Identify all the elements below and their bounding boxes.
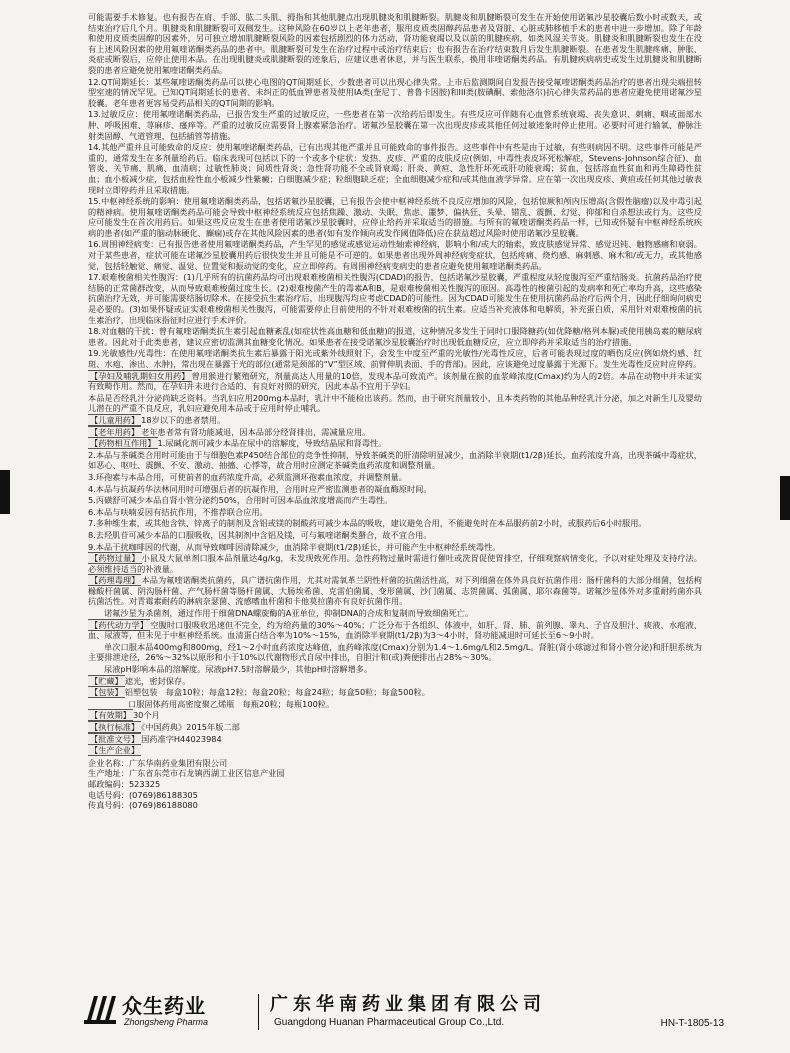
- company-row: [88, 758, 702, 769]
- standard-text: 《中国药典》2015年版二部: [141, 722, 240, 732]
- validity-text: 30个月: [132, 710, 160, 721]
- manufacturer-heading: 【生产企业】: [90, 745, 140, 756]
- package-heading: 【包装】: [90, 687, 123, 698]
- validity-section: [88, 710, 702, 721]
- warning-paragraph-neuropathy: 16.周围神经病变：已有报告患者使用氟喹诺酮类药品，产生罕见的感觉或感觉运动性轴索神经病，影响小和/或大的轴索，致皮肤感觉异常、感觉迟钝、触物感痛和衰弱。对于某些患者，症状可能在诺氟沙星胶囊用药后很快发生并且可能是不可逆的。如果患者出现外周神经病变症状，包括疼痛、烧灼感、麻刺感、麻木和/或无力，或其他感觉，包括轻触觉、痛觉、温觉、位置觉和振动觉的变化，应立即停药。有周围神经病变病史的患者应避免使用氟喹诺酮类药品。: [88, 239, 702, 271]
- footer-divider: [258, 994, 259, 1030]
- interaction-item: 1.尿碱化剂可减少本品在尿中的溶解度，导致结晶尿和肾毒性。: [157, 438, 387, 449]
- pediatric-text: 18岁以下的患者禁用。: [141, 414, 226, 425]
- registration-mark-left: [0, 470, 10, 514]
- document-code: HN-T-1805-13: [660, 1018, 724, 1029]
- company-name-cn: 广东华南药业集团有限公司: [270, 994, 546, 1015]
- approval-heading: 【批准文号】: [90, 733, 140, 744]
- address-label: 生产地址：: [88, 768, 129, 779]
- insert-content: [88, 12, 702, 811]
- package-section: [88, 687, 702, 698]
- pharmacology-heading: 【药理毒理】: [90, 575, 140, 586]
- company-label: 企业名称：: [88, 757, 129, 768]
- warning-paragraph-glucose: 18.对血糖的干扰：曾有氟喹诺酮类抗生素引起血糖紊乱(如症状性高血糖和低血糖)的报道，这种情况多发生于同时口服降糖药(如优降糖/格列本脲)或使用胰岛素的糖尿病患者。因此对于此类患者，建议应密切监测其血糖变化情况。如果患者在接受诺氟沙星胶囊治疗时出现低血糖反应，应立即停药并采取适当的治疗措施。: [88, 326, 702, 347]
- manufacturer-section: [88, 745, 702, 756]
- interaction-item: 3.环孢素与本品合用，可使前者的血药浓度升高，必须监测环孢素血浓度，并调整剂量。: [88, 471, 407, 482]
- pregnancy-section: [88, 371, 702, 392]
- zip-label: 邮政编码：: [88, 778, 129, 789]
- address-value: 广东省东莞市石龙镇西湖工业区信息产业园: [128, 768, 285, 779]
- pk-heading: 【药代动力学】: [90, 619, 149, 630]
- overdose-section: [88, 553, 702, 574]
- geriatric-heading: 【老年用药】: [90, 426, 140, 437]
- warning-paragraph-allergy: 13.过敏反应：使用氟喹诺酮类药品，已报告发生严重的过敏反应，一些患者在第一次给药后即发生。有些反应可伴随有心血管系统衰竭、丧失意识、刺痛、咽或面部水肿、呼吸困难、荨麻疹、瘙痒等。严重的过敏反应需要肾上腺素紧急治疗。诺氟沙星胶囊在第一次出现皮疹或其他任何过敏迹象时停止使用。必要时可进行输氧、静脉注射类固醇、气道管理，包括插管等措施。: [88, 109, 702, 141]
- zip-value: 523325: [128, 778, 161, 789]
- interaction-item: 7.多种维生素，或其他含铁、锌离子的制剂及含铝或镁的制酸药可减少本品的吸收，建议避免合用，不能避免时在本品服药前2小时，或服药后6小时服用。: [88, 518, 647, 529]
- interaction-item: 5.丙磺舒可减少本品自肾小管分泌约50%，合用时可因本品血浓度增高而产生毒性。: [88, 495, 393, 506]
- warning-paragraph-cdad: 17.艰难梭菌相关性腹泻：(1)几乎所有的抗菌药品均可出现艰难梭菌相关性腹泻(CDAD)的报告，包括诺氟沙星胶囊，严重程度从轻度腹泻至严重结肠炎。抗菌药品治疗使结肠的正常菌群改变，从而导致艰难梭菌过度生长。(2)艰难梭菌产生的毒素A和B，是艰难梭菌相关性腹泻的原因。高毒性的梭菌引起的发病率和死亡率均升高，这些感染抗菌治疗无效，并可能需要结肠切除术。在接受抗生素治疗后，出现腹泻均应考虑CDAD的可能性。因为CDAD可能发生在使用抗菌药品治疗后两个月，因此仔细询问病史是必要的。(3)如果怀疑或证实艰难梭菌相关性腹泻，可能需要停止目前使用的不针对艰难梭菌的抗生素。应适当补充液体和电解质，补充蛋白质，采用针对艰难梭菌的抗生素治疗，出现临床指征时应进行手术评价。: [88, 272, 702, 325]
- interaction-item: 2.本品与茶碱类合用时可能由于与细胞色素P450结合部位的竞争性抑制，导致茶碱类的肝清除明显减少，血消除半衰期(t1/2β)延长，血药浓度升高，出现茶碱中毒症状，如恶心、呕吐、震颤、不安、激动、抽搐、心悸等，故合用时应测定茶碱类血药浓度和调整剂量。: [88, 449, 702, 471]
- warning-paragraph-tendon: 可能需要手术修复。也有报告在肩、手部、肱二头肌、拇指和其他肌腱点出现肌腱炎和肌腱断裂。肌腱炎和肌腱断裂可发生在开始使用诺氟沙星胶囊后数小时或数天，或结束治疗后几个月。肌腱炎和肌腱断裂可双侧发生。这种风险在60岁以上老年患者，服用皮质类固醇药品患者及肾脏、心脏或肺移植手术的患者中进一步增加。除了年龄和使用皮质类固醇的因素外，另可独立增加肌腱断裂风险的因素包括剧烈的体力活动，肾功能衰竭以及以前的肌腱疾病，如类风湿关节炎。肌腱炎和肌腱断裂也发生在没有上述风险因素的使用氟喹诺酮类药品的患者中。肌腱断裂可发生在治疗过程中或治疗结束后；也有报告在治疗结束数月后发生肌腱断裂。在患者发生肌腱疼痛、肿胀、炎症或断裂后，应停止使用本品。在出现肌腱炎或肌腱断裂的迹象后，应建议患者休息，并与医生联系，换用非喹诺酮类药品。有肌腱疾病病史或发生过肌腱炎和肌腱断裂的患者应避免使用氟喹诺酮类药品。: [88, 12, 702, 75]
- overdose-text: 小鼠及大鼠单剂口服本品剂量达4g/kg，未发现致死作用。急性药物过量时需进行催吐或洗胃促使胃排空，仔细观察病情变化，予以对症处理及支持疗法。必须维持适当的补液量。: [88, 553, 702, 574]
- interaction-heading: 【药物相互作用】: [90, 438, 156, 449]
- brand-name-en: Zhongsheng Pharma: [124, 1017, 209, 1027]
- fax-label: 传真号码：: [88, 800, 129, 811]
- pk-text-dose: 单次口服本品400mg和800mg，经1～2小时血药浓度达峰值，血药峰浓度(Cmax)分别为1.4～1.6mg/L和2.5mg/L。肾脏(肾小球滤过和肾小管分泌)和肝胆系统为主要排泄途径，26%～32%以原形和小于10%以代谢物形式自尿中排出，自胆汁和(或)粪便排出占28%～30%。: [88, 641, 702, 663]
- pediatric-heading: 【儿童用药】: [90, 414, 140, 425]
- interaction-section: [88, 438, 702, 449]
- pediatric-section: [88, 415, 702, 426]
- warning-paragraph-cns: 15.中枢神经系统的影响：使用氟喹诺酮类药品，包括诺氟沙星胶囊，已有报告会使中枢神经系统不良反应增加的风险，包括惊厥和颅内压增高(含假性脑瘤)以及中毒引起的精神病。使用氟喹诺酮类药品可能会导致中枢神经系统反应包括焦躁、激动、失眠、焦虑、噩梦、偏执狂、头晕、错乱、震颤、幻觉、抑郁和自杀想法或行为。这些反应可能发生在首次用药后。如果这些反应发生在患者使用诺氟沙星胶囊时，应停止给药并采取适当的措施。与所有的氟喹诺酮类药品一样，已知或怀疑有中枢神经系统疾病的患者(如严重的脑动脉硬化、癫痫)或存在其他风险因素的患者(如有发作倾向或发作阈值降低)应在获益超过风险时使用诺氟沙星胶囊。: [88, 196, 702, 238]
- package-text: 铝塑包装 每盒10粒；每盒12粒；每盒20粒；每盒24粒；每盒50粒；每盒500粒。: [124, 687, 430, 698]
- company-name-en: Guangdong Huanan Pharmaceutical Group Co.,Ltd.: [274, 1017, 505, 1028]
- geriatric-text: 老年患者常有肾功能减退，因本品部分经肾排出，需减量应用。: [141, 426, 371, 437]
- pharmacology-section: [88, 575, 702, 607]
- interaction-item: 4.本品与抗凝药华法林同用时可增强后者的抗凝作用，合用时应严密监测患者的凝血酶原时间。: [88, 483, 432, 494]
- validity-heading: 【有效期】: [90, 710, 131, 721]
- standard-section: [88, 722, 702, 733]
- fax-value: (0769)86188080: [128, 800, 198, 811]
- phone-label: 电话号码：: [88, 789, 129, 800]
- interaction-item: 8.去羟肌苷可减少本品的口服吸收，因其制剂中含铝及镁，可与氟喹诺酮类螯合，故不宜合用。: [88, 529, 432, 540]
- approval-text: 国药准字H44023984: [141, 733, 222, 744]
- warning-paragraph-photosensitivity: 19.光敏感性/光毒性：在使用氟喹诺酮类抗生素后暴露于阳光或紫外线照射下，会发生中度至严重的光敏性/光毒性反应，后者可能表现过度的晒伤反应(例如烧灼感、红斑、水疱、渗出、水肿)，常出现在暴露于光的部位(通常是颈部的“V”型区域、前臂伸肌表面、手的背部)。因此，应该避免过度暴露于光源下。发生光毒性反应时应停药。: [88, 348, 702, 369]
- pregnancy-text: 曾用猴进行繁殖研究，剂量高达人用量的10倍，发现本品可致流产。该剂量在猴的血浆峰浓度(Cmax)约为人的2倍。本品在动物中并未证实有致畸作用。然而，在孕妇并未进行合适的、有良好对照的研究，因此本品不宜用于孕妇。: [88, 370, 702, 392]
- overdose-heading: 【药物过量】: [90, 553, 140, 564]
- zhongsheng-logo-icon: [82, 994, 118, 1026]
- approval-section: [88, 734, 702, 745]
- standard-heading: 【执行标准】: [90, 722, 140, 732]
- interaction-item: 9.本品干扰咖啡因的代谢，从而导致咖啡因清除减少，血消除半衰期(t1/2β)延长，并可能产生中枢神经系统毒性。: [88, 541, 501, 552]
- brand-name-cn: 众生药业: [122, 994, 206, 1018]
- interaction-item: 6.本品与呋喃妥因有拮抗作用，不推荐联合应用。: [88, 506, 268, 517]
- phone-value: (0769)86188305: [128, 789, 198, 800]
- storage-heading: 【贮藏】: [90, 675, 123, 686]
- mechanism-text: 诺氟沙星为杀菌剂，通过作用于细菌DNA螺旋酶的A亚单位，抑制DNA的合成和复制而导致细菌死亡。: [104, 608, 474, 619]
- pk-section: [88, 620, 702, 641]
- zip-row: [88, 779, 702, 790]
- lactation-text: 本品是否经乳汁分泌尚缺乏资料。当乳妇应用200mg本品时，乳汁中不能检出该药。然而，由于研究剂量较小，且本类药物的其他品种经乳汁分泌，加之对新生儿及婴幼儿潜在的严重不良反应，乳妇应避免用本品或于应用时停止哺乳。: [88, 392, 702, 414]
- registration-mark-right: [780, 476, 790, 520]
- geriatric-section: [88, 427, 702, 438]
- company-value: 广东华南药业集团有限公司: [128, 757, 228, 768]
- storage-section: [88, 676, 702, 687]
- pk-text-ph: 尿液pH影响本品的溶解度。尿液pH7.5时溶解最少，其他pH时溶解增多。: [104, 664, 373, 675]
- footer-branding: [82, 988, 724, 1040]
- phone-row: [88, 790, 702, 801]
- pharmacology-text: 本品为氟喹诺酮类抗菌药，具广谱抗菌作用，尤其对需氧革兰阴性杆菌的抗菌活性高，对下列细菌在体外具良好抗菌作用：肠杆菌科的大部分细菌，包括枸橼酸杆菌属、阴沟肠杆菌、产气肠杆菌等肠杆菌属、大肠埃希菌、克雷伯菌属、变形菌属、沙门菌属、志贺菌属、弧菌属、耶尔森菌等。诺氟沙星体外对多重耐药菌亦具抗菌活性。对青霉素耐药的淋病奈瑟菌、流感嗜血杆菌和卡他莫拉菌亦有良好抗菌作用。: [88, 575, 702, 607]
- pk-text: 空腹时口服吸收迅速但不完全，约为给药量的30%～40%；广泛分布于各组织、体液中，如肝、肾、肺、前列腺、睾丸、子宫及胆汁、痰液、水疱液、血、尿液等，但未见于中枢神经系统。血清蛋白结合率为10%～15%，血消除半衰期(t1/2β)为3～4小时，肾功能减退时可延长至6～9小时。: [88, 619, 702, 641]
- pregnancy-heading: 【孕妇及哺乳期妇女用药】: [90, 370, 190, 381]
- manufacturer-contact: [88, 758, 702, 811]
- address-row: [88, 768, 702, 779]
- fax-row: [88, 800, 702, 811]
- storage-text: 遮光，密封保存。: [124, 675, 191, 686]
- warning-paragraph-qt: 12.QT间期延长：某些氟喹诺酮类药品可以使心电图的QT间期延长，少数患者可以出现心律失常。上市后监测期间自发报告接受氟喹诺酮类药品治疗的患者出现尖端扭转型室速的情况罕见。已知QT间期延长的患者、未纠正的低血钾患者及使用IA类(奎尼丁、普鲁卡因胺)和III类(胺碘酮、索他洛尔)抗心律失常药品的患者应避免使用诺氟沙星胶囊。老年患者更容易受药品相关的QT间期的影响。: [88, 76, 702, 108]
- warning-paragraph-severe-reactions: 14.其他严重并且可能致命的反应：使用氟喹诺酮类药品，已有出现其他严重并且可能致命的事件报告。这些事件中有些是由于过敏，有些则病因不明。这些事件可能是严重的，通常发生在多剂量给药后。临床表现可包括以下的一个或多个症状：发热、皮疹、严重的皮肤反应(例如，中毒性表皮坏死松解症，Stevens-Johnson综合征)、血管炎、关节痛、肌痛、血清病；过敏性肺炎；间质性肾炎；急性肾功能不全或肾衰竭；肝炎、黄疸、急性肝坏死或肝功能衰竭；贫血，包括溶血性贫血和再生障碍性贫血；血小板减少症，包括血栓性血小板减少性紫癜；白细胞减少症；粒细胞缺乏症；全血细胞减少症和/或其他血液学异常。应在第一次出现皮疹、黄疸或任何其他过敏表现时立即停药并且采取措施。: [88, 142, 702, 195]
- package-text-bottle: 口服固体药用高密度聚乙烯瓶 每瓶20粒；每瓶100粒。: [128, 698, 335, 709]
